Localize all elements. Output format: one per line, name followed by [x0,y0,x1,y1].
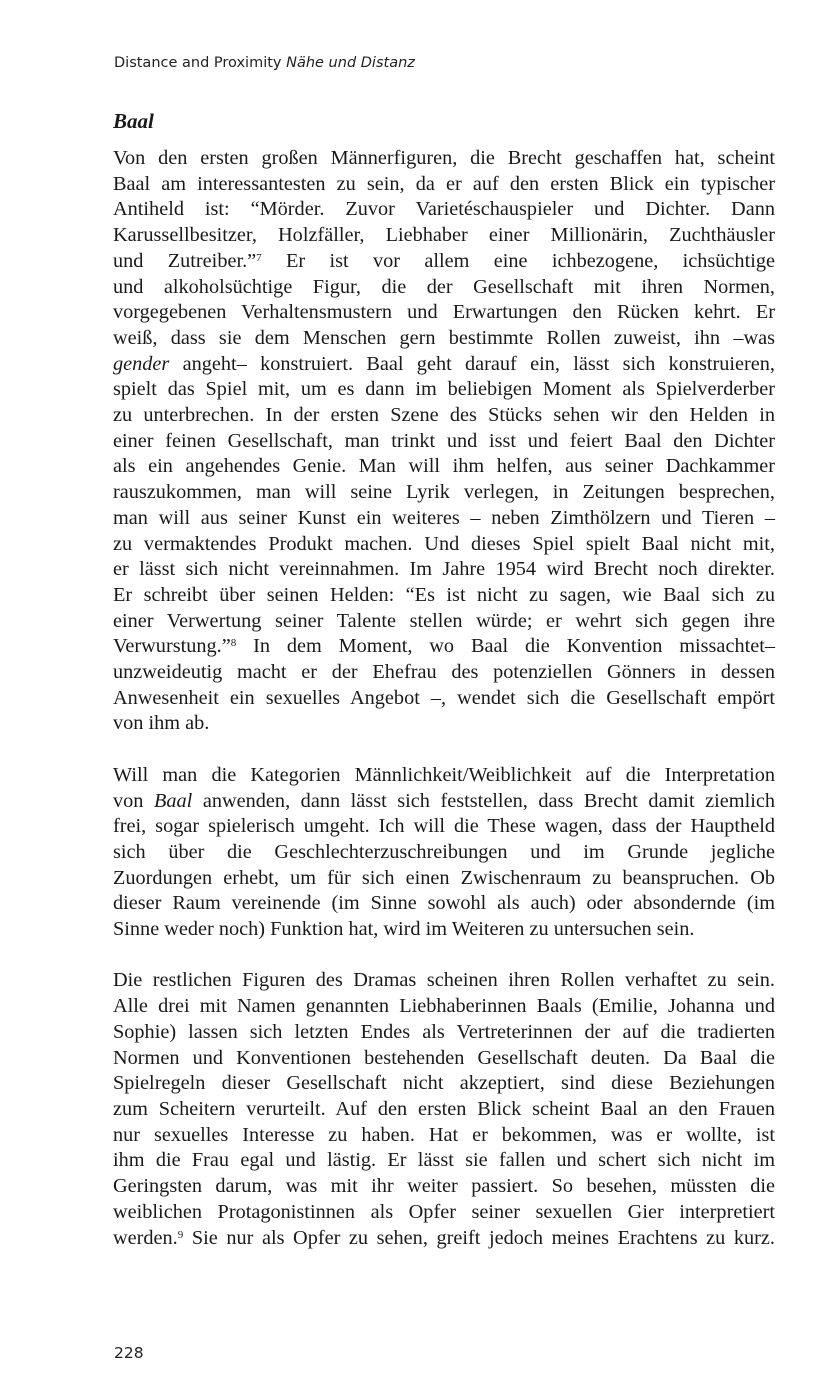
text-line: Baal am interessantesten zu sein, da er auf den ersten Blick ein typischer [113,172,775,195]
paragraph [113,763,775,943]
footnote-marker: 9 [177,1228,184,1241]
text-line: rauszukommen, man will seine Lyrik verlegen, in Zeitungen besprechen, [113,481,775,504]
text-line: als ein angehendes Genie. Man will ihm helfen, aus seiner Dachkammer [113,455,775,478]
text-line: Von den ersten großen Männerfiguren, die Brecht geschaffen hat, scheint [113,147,775,169]
text-line: zu unterbrechen. In der ersten Szene des Stücks sehen wir den Helden in [113,404,775,427]
emphasis: Baal [153,789,193,812]
text-line: Antiheld ist: “Mörder. Zuvor Varietéschauspieler und Dichter. Dann [113,198,775,221]
text-line: dieser Raum vereinende (im Sinne sowohl als auch) oder absondernde (im [113,892,775,915]
text-line: sich über die Geschlechterzuschreibungen und im Grunde jegliche [113,840,775,863]
text-line: weiblichen Protagonistinnen als Opfer seiner sexuellen Gier interpretiert [113,1200,775,1223]
text-line: Er schreibt über seinen Helden: “Es ist nicht zu sagen, wie Baal sich zu [113,583,775,606]
text-line: Sophie) lassen sich letzten Endes als Vertreterinnen der auf die tradierten [113,1020,775,1043]
text-line: zu vermaktendes Produkt machen. Und dieses Spiel spielt Baal nicht mit, [113,532,775,555]
text-line: einer Verwertung seiner Talente stellen würde; er wehrt sich gegen ihre [113,609,775,632]
text-line: spielt das Spiel mit, um es dann im beliebigen Moment als Spielverderber [113,378,775,401]
running-head [114,55,415,71]
text-line: zum Scheitern verurteilt. Auf den ersten Blick scheint Baal an den Frauen [113,1097,775,1120]
footnote-marker: 8 [230,637,237,650]
running-head-english: Distance and Proximity [114,55,282,71]
text-line: Anwesenheit ein sexuelles Angebot –, wendet sich die Gesellschaft empört [113,686,775,709]
paragraph [113,146,775,737]
text-line: vorgegebenen Verhaltensmustern und Erwartungen den Rücken kehrt. Er [113,301,775,324]
paragraph [113,968,775,1251]
text-line: gender angeht– konstruiert. Baal geht darauf ein, lässt sich konstruieren, [113,352,775,375]
text-line: und Zutreiber.”$^7$ Er ist vor allem eine ichbezogene, ichsüchtige [113,249,775,272]
text-line: Will man die Kategorien Männlichkeit/Weiblichkeit auf die Interpretation [113,763,775,786]
text-line: man will aus seiner Kunst ein weiteres – neben Zimthölzern und Tieren – [113,506,775,529]
text-line: Geringsten darum, was mit ihr weiter passiert. So besehen, müssten die [113,1175,775,1198]
text-line: Die restlichen Figuren des Dramas scheinen ihren Rollen verhaftet zu sein. [113,969,775,992]
emphasis: gender [113,352,170,375]
text-line: Spielregeln dieser Gesellschaft nicht akzeptiert, sind diese Beziehungen [113,1072,775,1095]
text-line: Alle drei mit Namen genannten Liebhaberinnen Baals (Emilie, Johanna und [113,995,775,1018]
text-line: von Baal anwenden, dann lässt sich feststellen, dass Brecht damit ziemlich [113,789,775,812]
text-line: und alkoholsüchtige Figur, die der Gesellschaft mit ihren Normen, [113,275,775,298]
text-line: von ihm ab. [113,712,210,735]
paragraphs [113,146,775,1251]
text-line: ihm die Frau egal und lästig. Er lässt sie fallen und schert sich nicht im [113,1149,775,1172]
text-line: Zuordungen erhebt, um für sich einen Zwischenraum zu beanspruchen. Ob [113,866,775,889]
text-line: weiß, dass sie dem Menschen gern bestimmte Rollen zuweist, ihn –was [113,326,775,349]
text-line: Sinne weder noch) Funktion hat, wird im Weiteren zu untersuchen sein. [113,918,695,941]
page-body [113,108,775,1251]
footnote-marker: 7 [256,251,262,264]
section-title: Baal [113,109,154,133]
page-number: 228 [114,1344,144,1362]
text-line: einer feinen Gesellschaft, man trinkt und isst und feiert Baal den Dichter [113,429,775,452]
text-line: Karussellbesitzer, Holzfäller, Liebhaber einer Millionärin, Zuchthäusler [113,224,775,247]
text-line: werden.$^9$ Sie nur als Opfer zu sehen, greift jedoch meines Erachtens zu kurz. [113,1226,775,1249]
text-line: frei, sogar spielerisch umgeht. Ich will die These wagen, dass der Hauptheld [113,815,775,838]
running-head-german: Nähe und Distanz [286,55,415,71]
text-line: Normen und Konventionen bestehenden Gesellschaft deuten. Da Baal die [113,1046,775,1069]
text-line: Verwurstung.”$^8$ In dem Moment, wo Baal die Konvention missachtet– [113,635,775,658]
text-line: nur sexuelles Interesse zu haben. Hat er bekommen, was er wollte, ist [113,1123,775,1146]
text-line: er lässt sich nicht vereinnahmen. Im Jahre 1954 wird Brecht noch direkter. [113,558,775,581]
text-line: unzweideutig macht er der Ehefrau des potenziellen Gönners in dessen [113,661,775,684]
